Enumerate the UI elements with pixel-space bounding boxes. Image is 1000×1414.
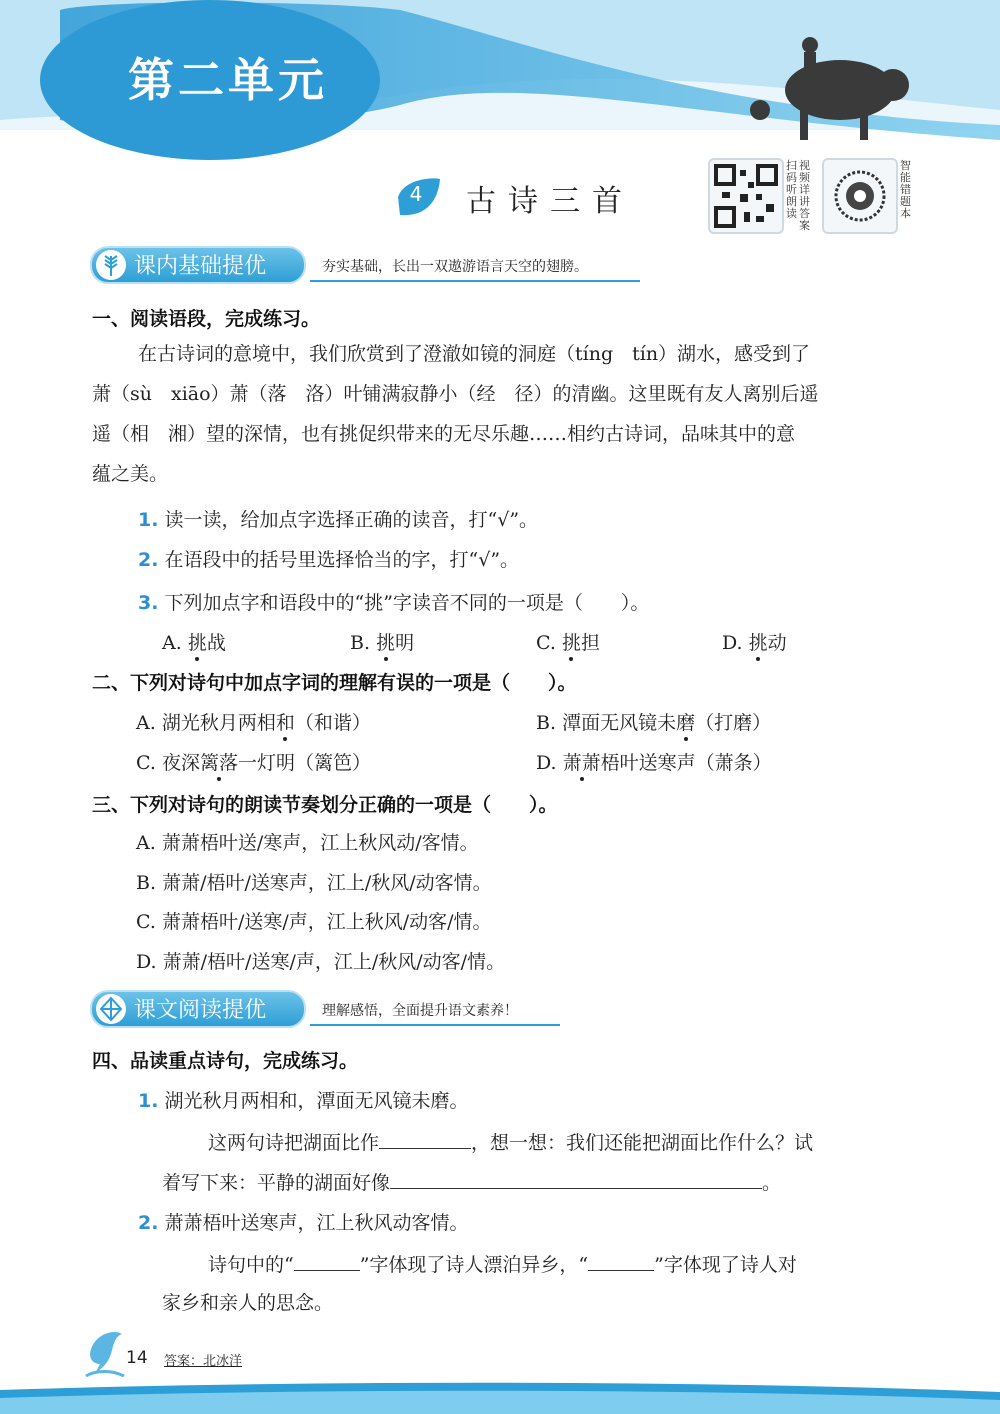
- q1-option-d[interactable]: D. 挑动: [722, 632, 787, 654]
- page-number: 14: [126, 1348, 148, 1368]
- answer-note: 答案：北冰洋: [164, 1354, 243, 1369]
- q2-option-a[interactable]: A. 湖光秋月两相和（和谐）: [136, 712, 371, 734]
- kite-icon: [94, 992, 128, 1026]
- section-banner-basic: [90, 246, 640, 282]
- q1-item-3: 3. 下列加点字和语段中的“挑”字读音不同的一项是（ ）。: [138, 592, 650, 614]
- passage-line-1: 在古诗词的意境中，我们欣赏到了澄澈如镜的洞庭（tíng tín）湖水，感受到了: [138, 343, 811, 365]
- section-subtitle: 夯实基础，长出一双遨游语言天空的翅膀。: [322, 259, 588, 275]
- q4-item-2-poem: 2. 萧萧梧叶送寒声，江上秋风动客情。: [138, 1212, 469, 1234]
- banner-underline: [310, 280, 640, 282]
- lesson-number: 4: [409, 182, 423, 206]
- qr2-label: 智能错题本: [900, 159, 911, 220]
- unit-title: 第二单元: [128, 53, 328, 107]
- qr1-label2: 视频详讲答案: [799, 159, 810, 232]
- passage-line-3: 遥（相 湘）望的深情，也有挑促织带来的无尽乐趣……相约古诗词，品味其中的意: [92, 423, 796, 445]
- qr-code-icon[interactable]: [708, 158, 784, 234]
- section-subtitle: 理解感悟，全面提升语文素养！: [322, 1003, 518, 1019]
- answer-blank[interactable]: [379, 1126, 471, 1149]
- q4-item-1-line-1: 这两句诗把湖面比作 ，想一想：我们还能把湖面比作什么？试: [208, 1126, 813, 1155]
- footer-wave: [0, 1380, 1000, 1414]
- qr1-label: 扫码听朗读: [786, 159, 797, 220]
- section-title: 课内基础提优: [134, 254, 267, 279]
- question-1-heading: 一、阅读语段，完成练习。: [92, 308, 321, 330]
- banner-underline: [310, 1024, 560, 1026]
- answer-blank[interactable]: [294, 1248, 360, 1271]
- q2-option-d[interactable]: D. 萧萧梧叶送寒声（萧条）: [536, 752, 772, 774]
- q1-option-a[interactable]: A. 挑战: [162, 632, 226, 654]
- q3-option-d[interactable]: D. 萧萧/梧叶/送寒/声，江上/秋风/动客/情。: [136, 951, 506, 973]
- q4-item-2-line-1: 诗句中的“ ”字体现了诗人漂泊异乡，“ ”字体现了诗人对: [208, 1248, 797, 1277]
- q4-item-2-line-2: 家乡和亲人的思念。: [162, 1292, 334, 1314]
- q1-item-1: 1. 读一读，给加点字选择正确的读音，打“√”。: [138, 509, 539, 531]
- question-2-heading: 二、下列对诗句中加点字词的理解有误的一项是（ ）。: [92, 672, 577, 694]
- q1-option-c[interactable]: C. 挑担: [536, 632, 600, 654]
- passage-line-2: 萧（sù xiāo）萧（落 洛）叶铺满寂静小（经 径）的清幽。这里既有友人离别后遥: [92, 383, 819, 405]
- q4-item-1-line-2: 着写下来：平静的湖面好像 。: [162, 1166, 781, 1195]
- q3-option-b[interactable]: B. 萧萧/梧叶/送寒声，江上/秋风/动客情。: [136, 872, 492, 894]
- answer-blank[interactable]: [588, 1248, 654, 1271]
- answer-blank[interactable]: [390, 1166, 762, 1189]
- q3-option-c[interactable]: C. 萧萧梧叶/送寒/声，江上秋风/动客/情。: [136, 911, 492, 933]
- q2-option-b[interactable]: B. 潭面无风镜未磨（打磨）: [536, 712, 772, 734]
- q1-item-2: 2. 在语段中的括号里选择恰当的字，打“√”。: [138, 549, 520, 571]
- q2-option-c[interactable]: C. 夜深篱落一灯明（篱笆）: [136, 752, 371, 774]
- passage-line-4: 蕴之美。: [92, 463, 169, 485]
- qr-code-icon-2[interactable]: [822, 158, 898, 234]
- dolphin-icon: [82, 1324, 128, 1380]
- section-banner-reading: [90, 990, 560, 1026]
- q3-option-a[interactable]: A. 萧萧梧叶送/寒声，江上秋风动/客情。: [136, 832, 479, 854]
- question-4-heading: 四、品读重点诗句，完成练习。: [92, 1050, 359, 1072]
- question-3-heading: 三、下列对诗句的朗读节奏划分正确的一项是（ ）。: [92, 794, 558, 816]
- section-title: 课文阅读提优: [134, 998, 267, 1023]
- q4-item-1-poem: 1. 湖光秋月两相和，潭面无风镜未磨。: [138, 1090, 469, 1112]
- q1-option-b[interactable]: B. 挑明: [350, 632, 415, 654]
- wheat-icon: [94, 248, 128, 282]
- lesson-title: 古诗三首: [466, 184, 634, 219]
